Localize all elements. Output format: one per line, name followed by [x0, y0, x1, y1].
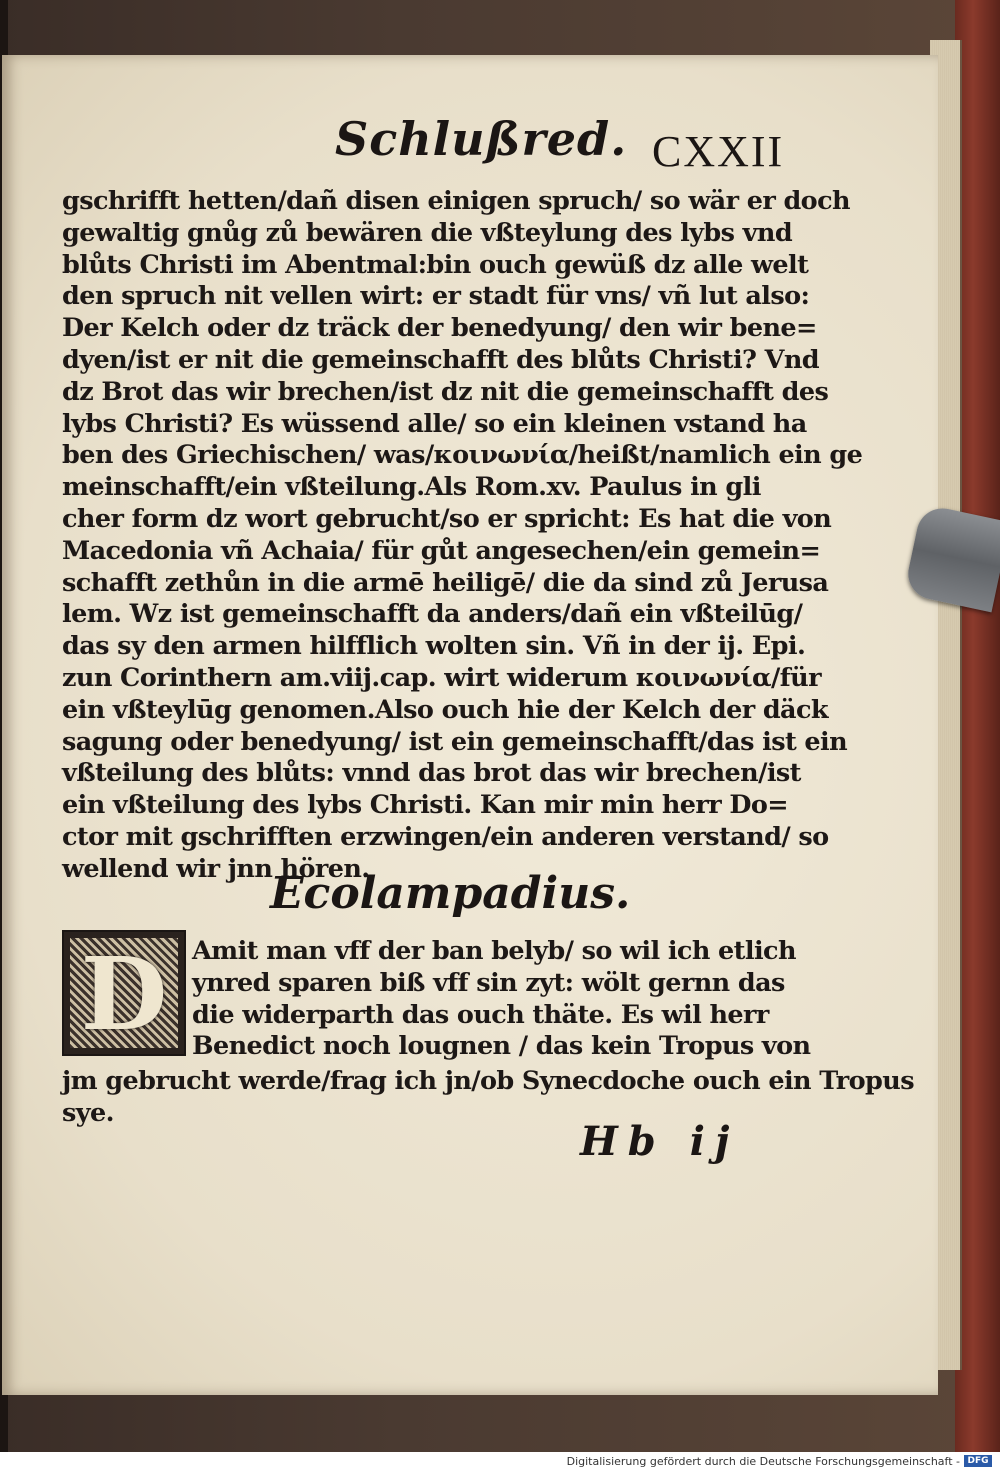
text-line: jm gebrucht werde/frag ich jn/ob Synecdoche ouch ein Tropus: [62, 1066, 914, 1096]
running-head: Schlußred.: [335, 112, 628, 166]
text-line: schafft zethůn in die armē heiligē/ die da sind zů Jerusa: [62, 567, 829, 598]
dfg-logo-icon: DFG: [964, 1455, 992, 1467]
text-line: lem. Wz ist gemeinschafft da anders/dañ ein vßteilūg/: [62, 599, 803, 630]
initial-letter: D: [80, 935, 168, 1053]
text-line: gewaltig gnůg zů bewären die vßteylung des lybs vnd: [62, 217, 793, 248]
text-line: Macedonia vñ Achaia/ für gůt angesechen/ein gemein=: [62, 535, 821, 566]
signature-mark: Hb ij: [580, 1118, 740, 1165]
text-line: sye.: [62, 1097, 114, 1128]
text-line: vßteilung des blůts: vnnd das brot das wir brechen/ist: [62, 758, 801, 789]
text-line: blůts Christi im Abentmal:bin ouch gewüß dz alle welt: [62, 249, 809, 280]
text-line: die widerparth das ouch thäte. Es wil herr: [192, 999, 769, 1030]
paragraph-1: [62, 186, 863, 886]
section-heading: Ecolampadius.: [270, 868, 631, 919]
text-line: zun Corinthern am.viij.cap. wirt widerum κοινωνία/für: [62, 662, 821, 693]
text-line: ein vßteilung des lybs Christi. Kan mir min herr Do=: [62, 790, 789, 821]
text-line: ein vßteylūg genomen.Also ouch hie der Kelch der däck: [62, 694, 828, 725]
text-line: lybs Christi? Es wüssend alle/ so ein kleinen vstand ha: [62, 408, 807, 439]
text-line: das sy den armen hilfflich wolten sin. Vñ in der ij. Epi.: [62, 631, 806, 662]
text-line: sagung oder benedyung/ ist ein gemeinschafft/das ist ein: [62, 726, 848, 757]
text-line: Amit man vff der ban belyb/ so wil ich etlich: [192, 936, 796, 966]
text-line: cher form dz wort gebrucht/so er spricht: Es hat die von: [62, 503, 832, 534]
text-line: Benedict noch lougnen / das kein Tropus von: [192, 1031, 811, 1062]
text-line: wellend wir jnn hören.: [62, 853, 370, 884]
footer-credit: Digitalisierung gefördert durch die Deutsche Forschungsgemeinschaft -: [566, 1455, 960, 1468]
text-line: meinschafft/ein vßteilung.Als Rom.xv. Paulus in gli: [62, 472, 761, 503]
text-line: Der Kelch oder dz träck der benedyung/ den wir bene=: [62, 313, 817, 344]
text-line: dyen/ist er nit die gemeinschafft des blůts Christi? Vnd: [62, 344, 820, 375]
text-line: ben des Griechischen/ was/κοινωνία/heißt/namlich ein ge: [62, 440, 863, 471]
paragraph-2-indented: [192, 936, 811, 1063]
folio-number: CXXII: [652, 127, 785, 176]
decorated-initial: [62, 930, 186, 1056]
text-line: ynred sparen biß vff sin zyt: wölt gernn das: [192, 967, 785, 998]
text-line: dz Brot das wir brechen/ist dz nit die gemeinschafft des: [62, 376, 829, 407]
text-line: den spruch nit vellen wirt: er stadt für vns/ vñ lut also:: [62, 281, 810, 312]
text-line: ctor mit gschrifften erzwingen/ein anderen verstand/ so: [62, 821, 829, 852]
text-line: gschrifft hetten/dañ disen einigen spruch/ so wär er doch: [62, 186, 850, 216]
